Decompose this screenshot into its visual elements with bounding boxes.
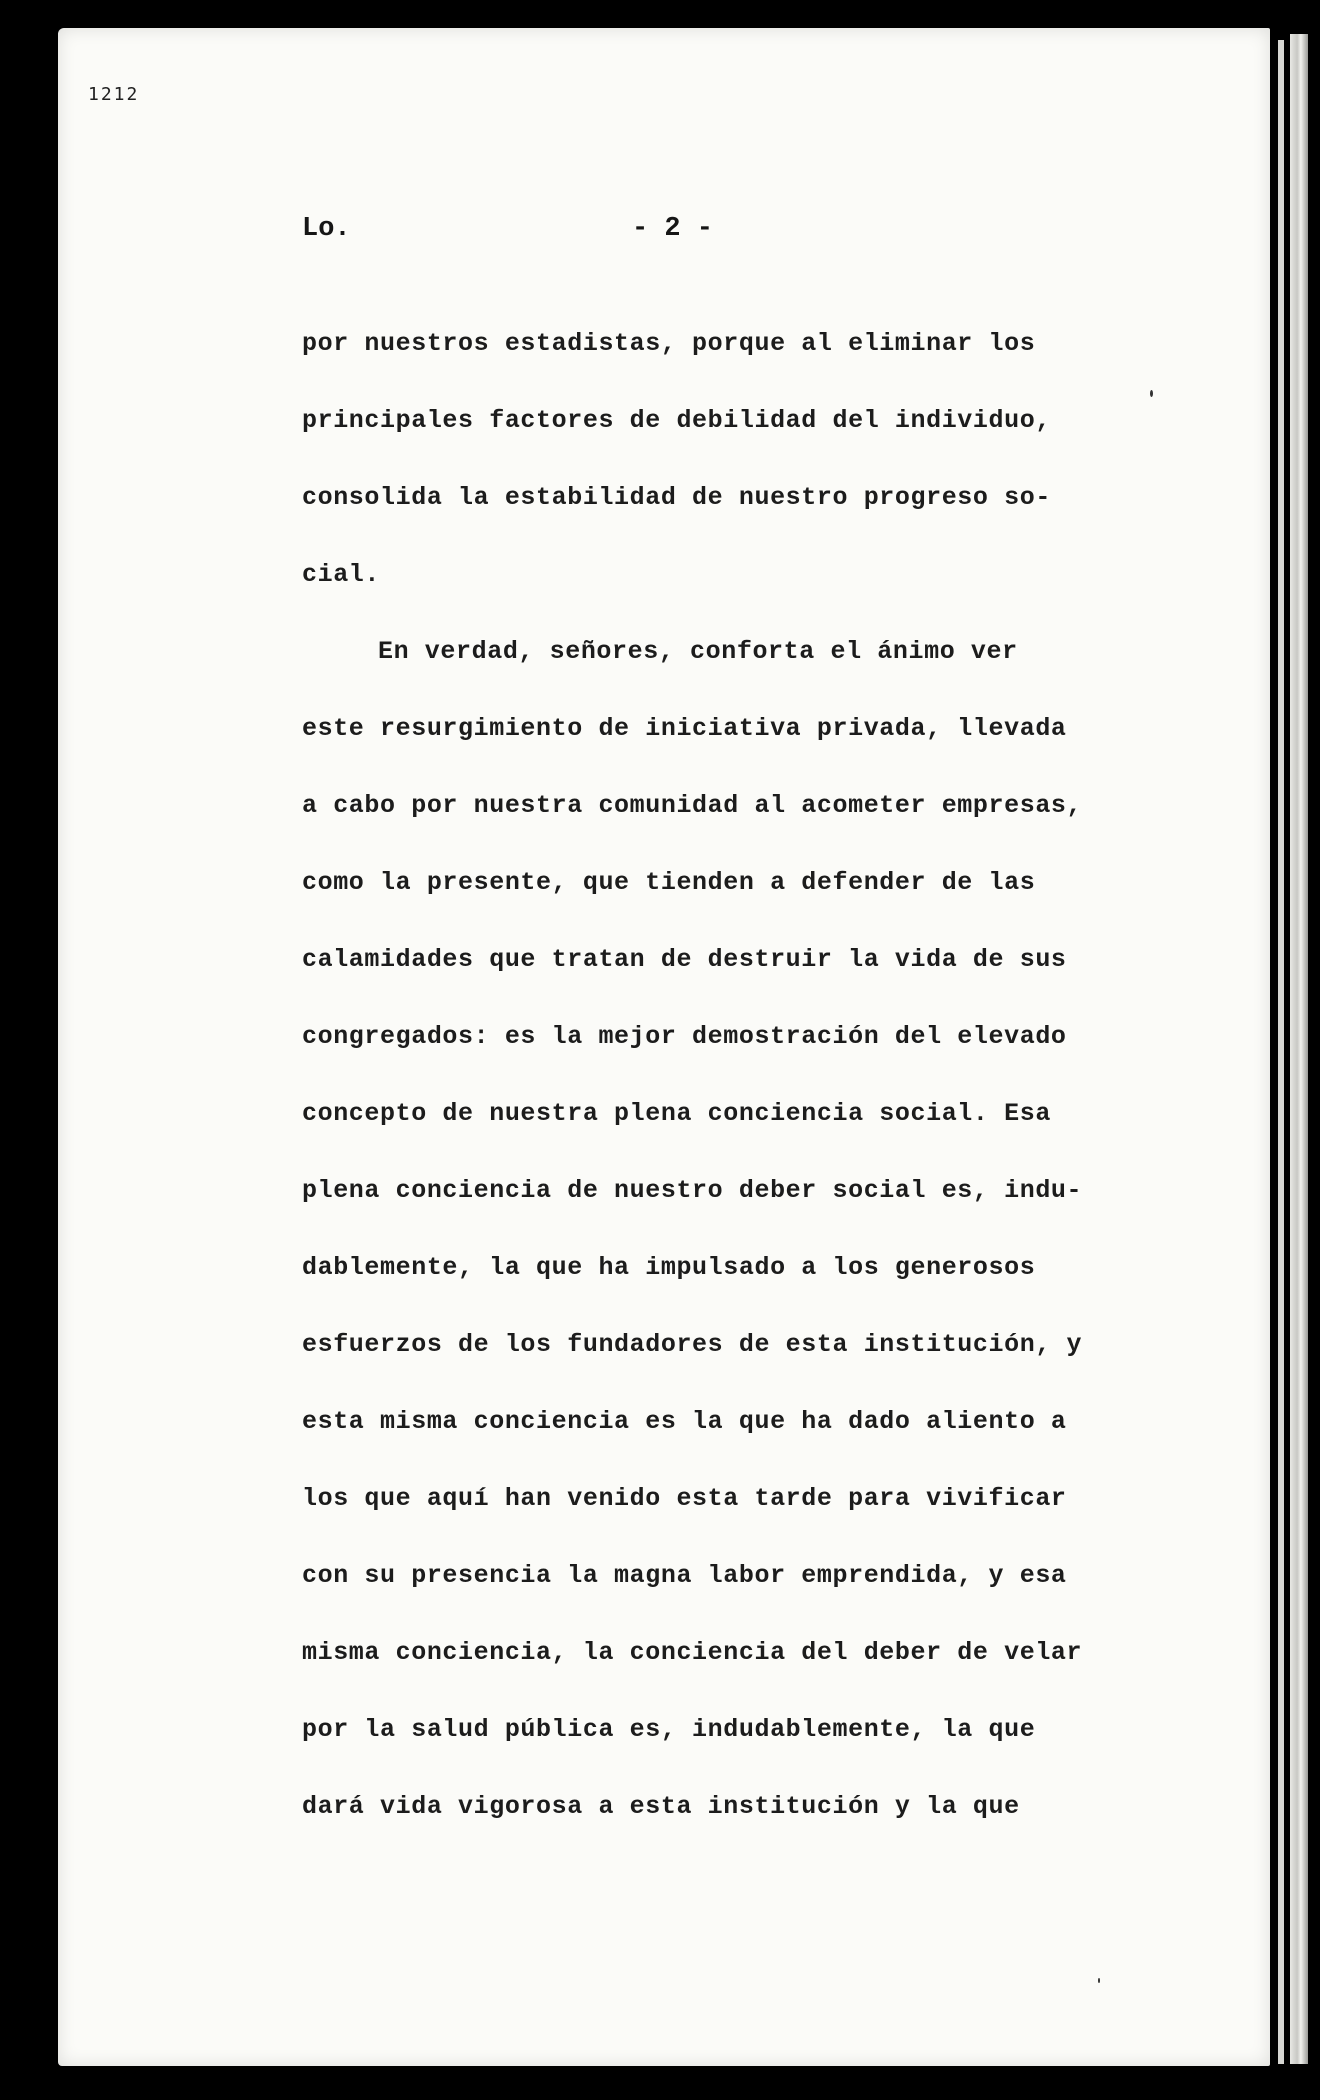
text-line: principales factores de debilidad del individuo, — [302, 406, 1051, 435]
text-line: esta misma conciencia es la que ha dado aliento a — [302, 1407, 1067, 1436]
text-line: calamidades que tratan de destruir la vida de sus — [302, 945, 1067, 974]
text-line: por nuestros estadistas, porque al eliminar los — [302, 329, 1036, 358]
page-edge — [1290, 34, 1308, 2064]
paper-speck — [1098, 1978, 1100, 1983]
text-line: dará vida vigorosa a esta institución y la que — [302, 1792, 1020, 1821]
text-line: los que aquí han venido esta tarde para vivificar — [302, 1484, 1067, 1513]
text-line: congregados: es la mejor demostración del elevado — [302, 1022, 1067, 1051]
text-line-paragraph-start: En verdad, señores, conforta el ánimo ver — [378, 637, 1018, 666]
text-line: como la presente, que tienden a defender de las — [302, 868, 1036, 897]
text-line: misma conciencia, la conciencia del deber de velar — [302, 1638, 1083, 1667]
page-edge-shadow — [1278, 40, 1284, 2064]
text-line: con su presencia la magna labor emprendida, y esa — [302, 1561, 1067, 1590]
page-number: - 2 - — [632, 214, 714, 244]
text-line: por la salud pública es, indudablemente, la que — [302, 1715, 1036, 1744]
corner-archive-mark: 1212 — [88, 84, 140, 105]
text-line: consolida la estabilidad de nuestro progreso so- — [302, 483, 1051, 512]
typewritten-page — [58, 28, 1270, 2066]
text-line: cial. — [302, 560, 381, 589]
text-line: esfuerzos de los fundadores de esta institución, y — [302, 1330, 1083, 1359]
text-line: a cabo por nuestra comunidad al acometer empresas, — [302, 791, 1083, 820]
text-line: este resurgimiento de iniciativa privada, llevada — [302, 714, 1067, 743]
header-initials: Lo. — [302, 214, 351, 244]
text-line: concepto de nuestra plena conciencia social. Esa — [302, 1099, 1051, 1128]
body-text — [302, 324, 1122, 1864]
paper-speck — [1150, 390, 1153, 397]
text-line: dablemente, la que ha impulsado a los generosos — [302, 1253, 1036, 1282]
text-line: plena conciencia de nuestro deber social es, indu- — [302, 1176, 1083, 1205]
